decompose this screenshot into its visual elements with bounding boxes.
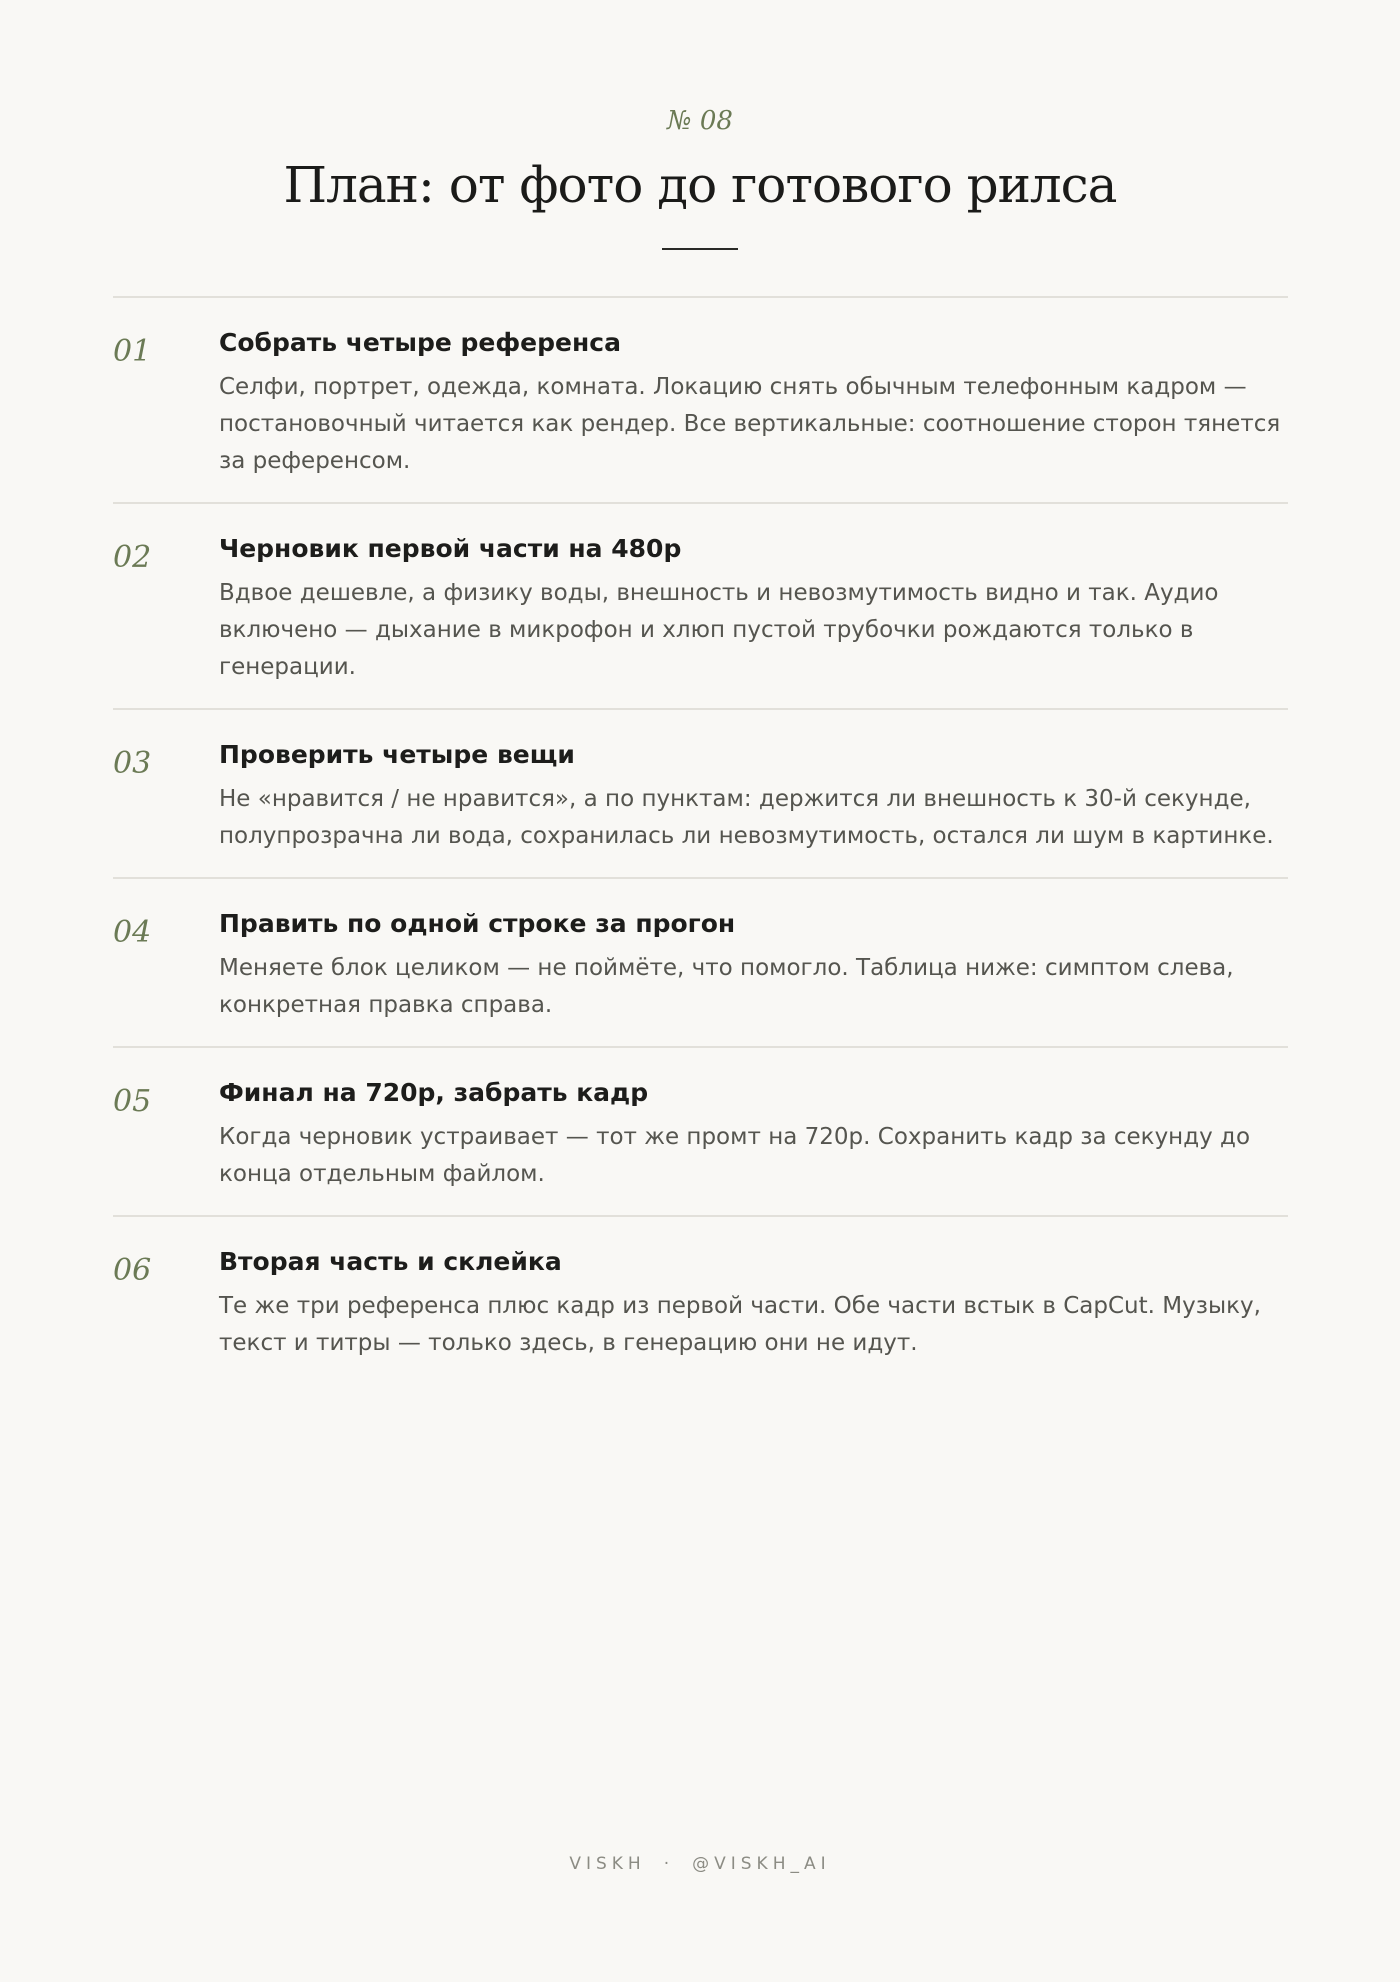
footer-credit — [0, 1852, 1400, 1876]
step-title: Черновик первой части на 480p — [219, 534, 682, 563]
step-text: Когда черновик устраивает — тот же промт на 720p. Сохранить кадр за секунду до конца отдельным файлом. — [219, 1124, 1251, 1187]
issue-number: № 08 — [667, 106, 733, 136]
step-number: 04 — [113, 915, 152, 950]
step-number: 05 — [113, 1084, 152, 1119]
step-item — [113, 1048, 1288, 1217]
step-number: 03 — [113, 746, 152, 781]
step-number: 06 — [113, 1253, 152, 1288]
step-text: Не «нравится / не нравится», а по пунктам: держится ли внешность к 30-й секунде, полупрозрачна ли вода, сохранилась ли невозмутимость, остался ли шум в картинке. — [219, 786, 1274, 849]
step-number: 01 — [113, 334, 152, 369]
step-body — [219, 504, 1288, 708]
step-body — [219, 879, 1288, 1046]
step-title: Собрать четыре референса — [219, 328, 621, 357]
step-item — [113, 504, 1288, 710]
step-title: Финал на 720p, забрать кадр — [219, 1078, 649, 1107]
footer-handle: @VISKH_AI — [692, 1854, 831, 1874]
step-text: Меняете блок целиком — не поймёте, что помогло. Таблица ниже: симптом слева, конкретная правка справа. — [219, 955, 1234, 1018]
step-text: Вдвое дешевле, а физику воды, внешность и невозмутимость видно и так. Аудио включено — дыхание в микрофон и хлюп пустой трубочки рождаются только в генерации. — [219, 580, 1219, 680]
step-body — [219, 1048, 1288, 1215]
step-body — [219, 298, 1288, 502]
step-item — [113, 1217, 1288, 1384]
step-number: 02 — [113, 540, 152, 575]
step-text: Селфи, портрет, одежда, комната. Локацию снять обычным телефонным кадром — постановочный читается как рендер. Все вертикальные: соотношение сторон тянется за референсом. — [219, 374, 1281, 474]
step-text: Те же три референса плюс кадр из первой части. Обе части встык в CapCut. Музыку, текст и титры — только здесь, в генерацию они не идут. — [219, 1293, 1261, 1356]
step-item — [113, 298, 1288, 504]
step-body — [219, 1217, 1288, 1384]
page-title: План: от фото до готового рилса — [283, 156, 1117, 214]
step-title: Проверить четыре вещи — [219, 740, 575, 769]
title-divider — [662, 248, 738, 250]
step-body — [219, 710, 1288, 877]
step-title: Править по одной строке за прогон — [219, 909, 736, 938]
footer-separator: · — [663, 1854, 675, 1874]
step-item — [113, 879, 1288, 1048]
step-item — [113, 710, 1288, 879]
step-title: Вторая часть и склейка — [219, 1247, 562, 1276]
footer-brand: VISKH — [569, 1854, 646, 1874]
steps-list — [113, 296, 1288, 1384]
